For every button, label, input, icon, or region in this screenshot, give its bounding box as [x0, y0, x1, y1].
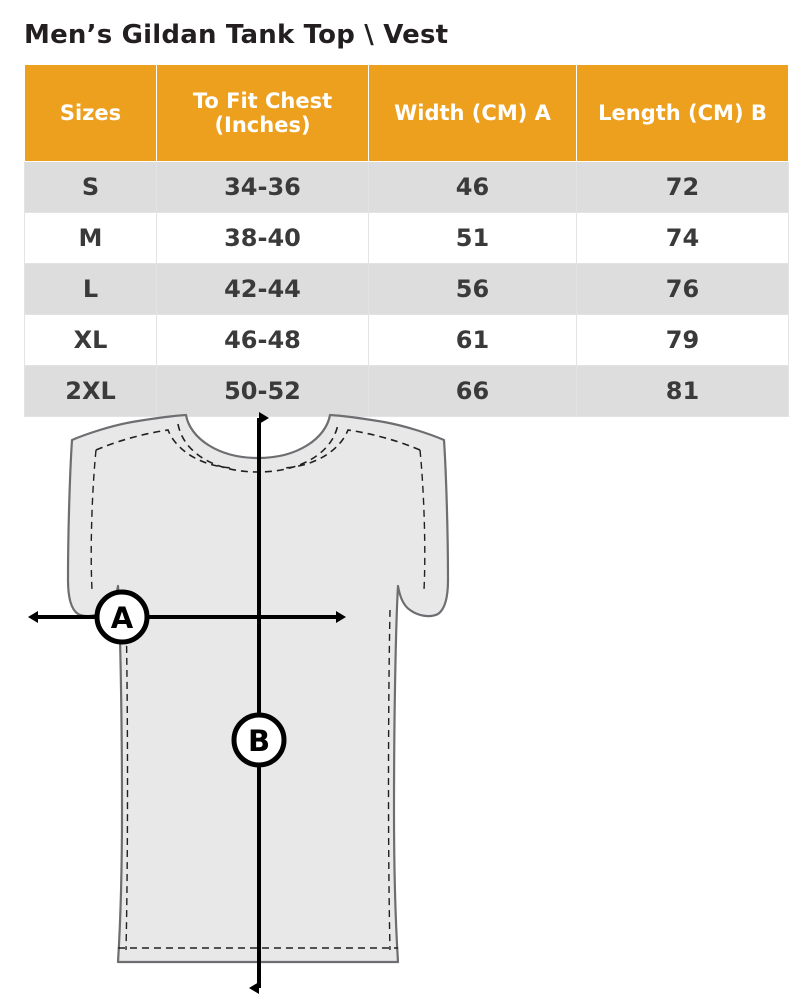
- cell-width: 66: [369, 366, 577, 417]
- cell-size: S: [25, 162, 157, 213]
- width-marker-label: A: [110, 601, 134, 635]
- cell-chest: 42-44: [157, 264, 369, 315]
- table-row: [25, 366, 789, 417]
- page-title: Men’s Gildan Tank Top \ Vest: [24, 20, 449, 50]
- length-marker-label: B: [247, 724, 271, 758]
- table-row: [25, 213, 789, 264]
- column-header-length: Length (CM) B: [577, 65, 789, 162]
- cell-chest: 46-48: [157, 315, 369, 366]
- cell-width: 46: [369, 162, 577, 213]
- cell-length: 72: [577, 162, 789, 213]
- size-table: [24, 64, 789, 417]
- cell-width: 56: [369, 264, 577, 315]
- table-header-row: [25, 65, 789, 162]
- tank-top-diagram: [0, 410, 812, 1000]
- cell-size: L: [25, 264, 157, 315]
- table-row: [25, 315, 789, 366]
- cell-size: 2XL: [25, 366, 157, 417]
- cell-width: 61: [369, 315, 577, 366]
- cell-chest: 38-40: [157, 213, 369, 264]
- cell-size: M: [25, 213, 157, 264]
- cell-length: 79: [577, 315, 789, 366]
- column-header-width: Width (CM) A: [369, 65, 577, 162]
- table-row: [25, 162, 789, 213]
- cell-length: 74: [577, 213, 789, 264]
- cell-length: 81: [577, 366, 789, 417]
- cell-chest: 50-52: [157, 366, 369, 417]
- table-row: [25, 264, 789, 315]
- column-header-sizes: Sizes: [25, 65, 157, 162]
- cell-width: 51: [369, 213, 577, 264]
- cell-length: 76: [577, 264, 789, 315]
- cell-size: XL: [25, 315, 157, 366]
- column-header-chest: To Fit Chest (Inches): [157, 65, 369, 162]
- cell-chest: 34-36: [157, 162, 369, 213]
